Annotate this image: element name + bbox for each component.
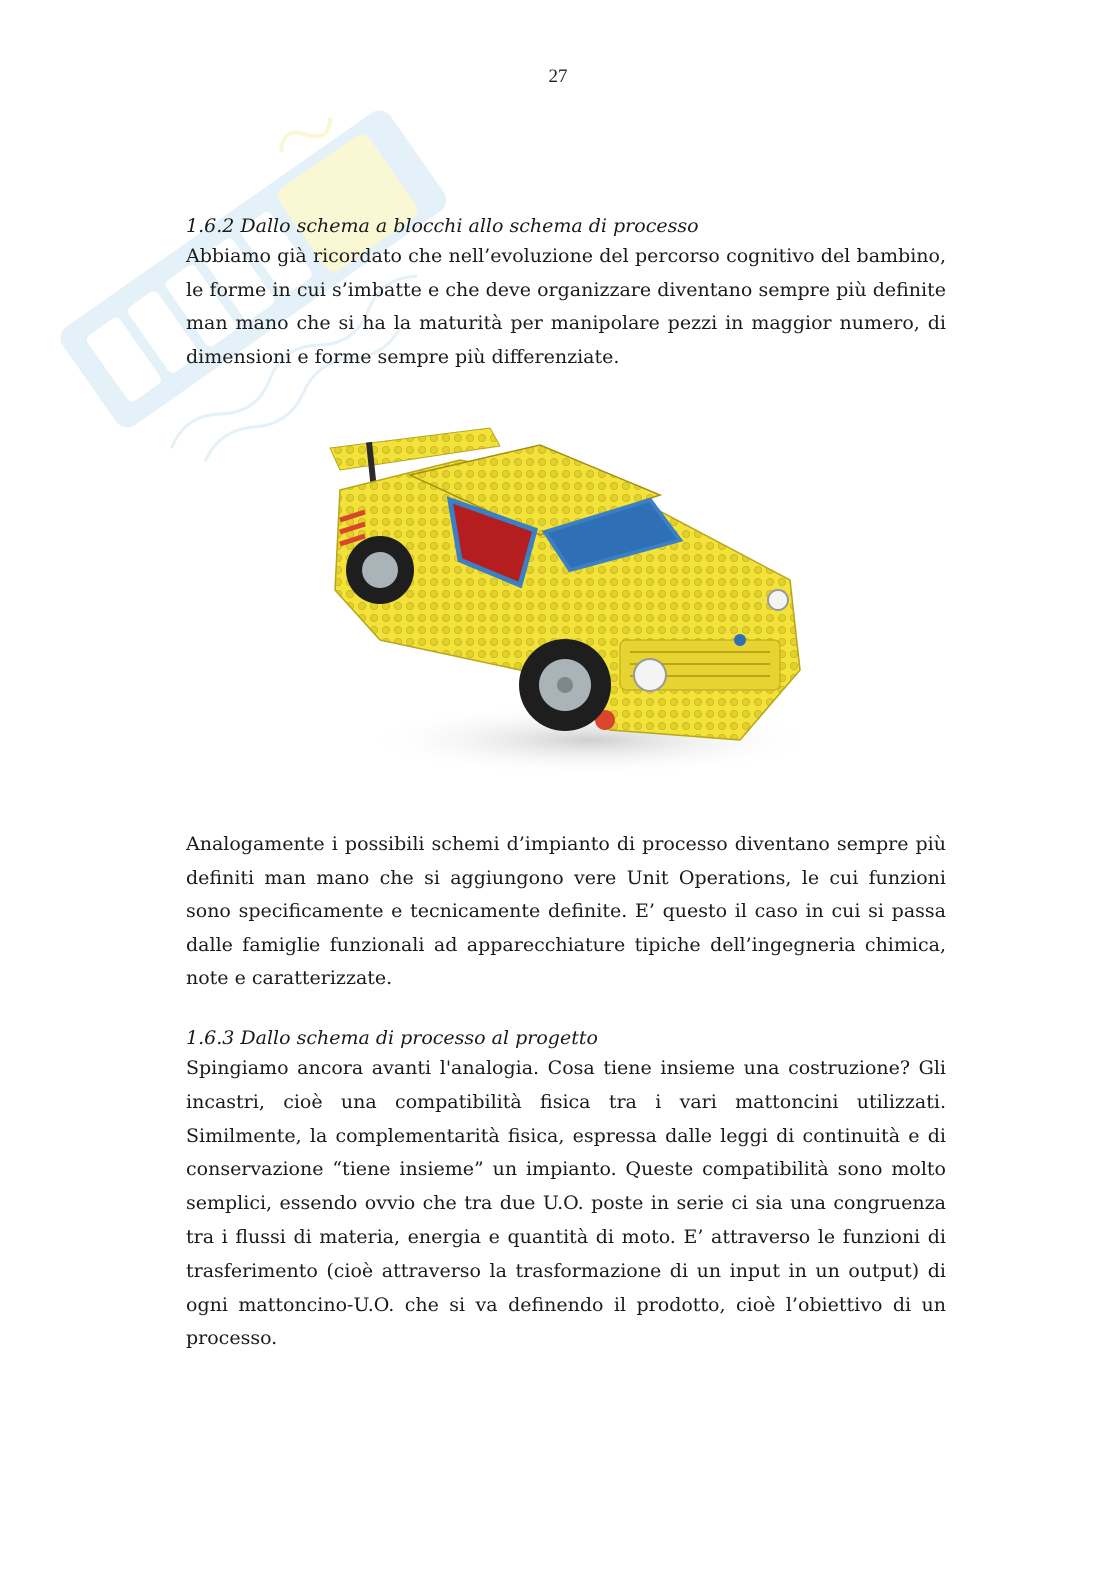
paragraph-unit-operations: [186, 828, 946, 996]
paragraph-text: Analogamente i possibili schemi d’impianto di processo diventano sempre più definiti man mano che si aggiungono vere Unit Operations, le cui funzioni sono specificamente e tecnicamente definite. E’ questo il caso in cui si passa dalle famiglie funzionali ad apparecchiature tipiche dell’ingegneria chimica, note e caratterizzate.: [186, 833, 946, 990]
section-paragraph: Spingiamo ancora avanti l'analogia. Cosa tiene insieme una costruzione? Gli incastri, cioè una compatibilità fisica tra i vari mattoncini utilizzati. Similmente, la complementarità fisica, espressa dalle leggi di continuità e di conservazione “tiene insieme” un impianto. Queste compatibilità sono molto semplici, essendo ovvio che tra due U.O. poste in serie ci sia una congruenza tra i flussi di materia, energia e quantità di moto. E’ attraverso le funzioni di trasferimento (cioè attraverso la trasformazione di un input in un output) di ogni mattoncino-U.O. che si va definendo il prodotto, cioè l’obiettivo di un processo.: [186, 1057, 946, 1350]
page-number: 27: [548, 66, 568, 87]
section-heading: 1.6.3 Dallo schema di processo al progetto: [186, 1027, 598, 1049]
section-1-6-2: [186, 212, 946, 374]
lego-car-image: [320, 420, 820, 780]
section-heading: 1.6.2 Dallo schema a blocchi allo schema di processo: [186, 215, 699, 237]
section-1-6-3: [186, 1024, 946, 1356]
section-paragraph: Abbiamo già ricordato che nell’evoluzione del percorso cognitivo del bambino, le forme in cui s’imbatte e che deve organizzare diventano sempre più definite man mano che si ha la maturità per manipolare pezzi in maggior numero, di dimensioni e forme sempre più differenziate.: [186, 245, 946, 368]
